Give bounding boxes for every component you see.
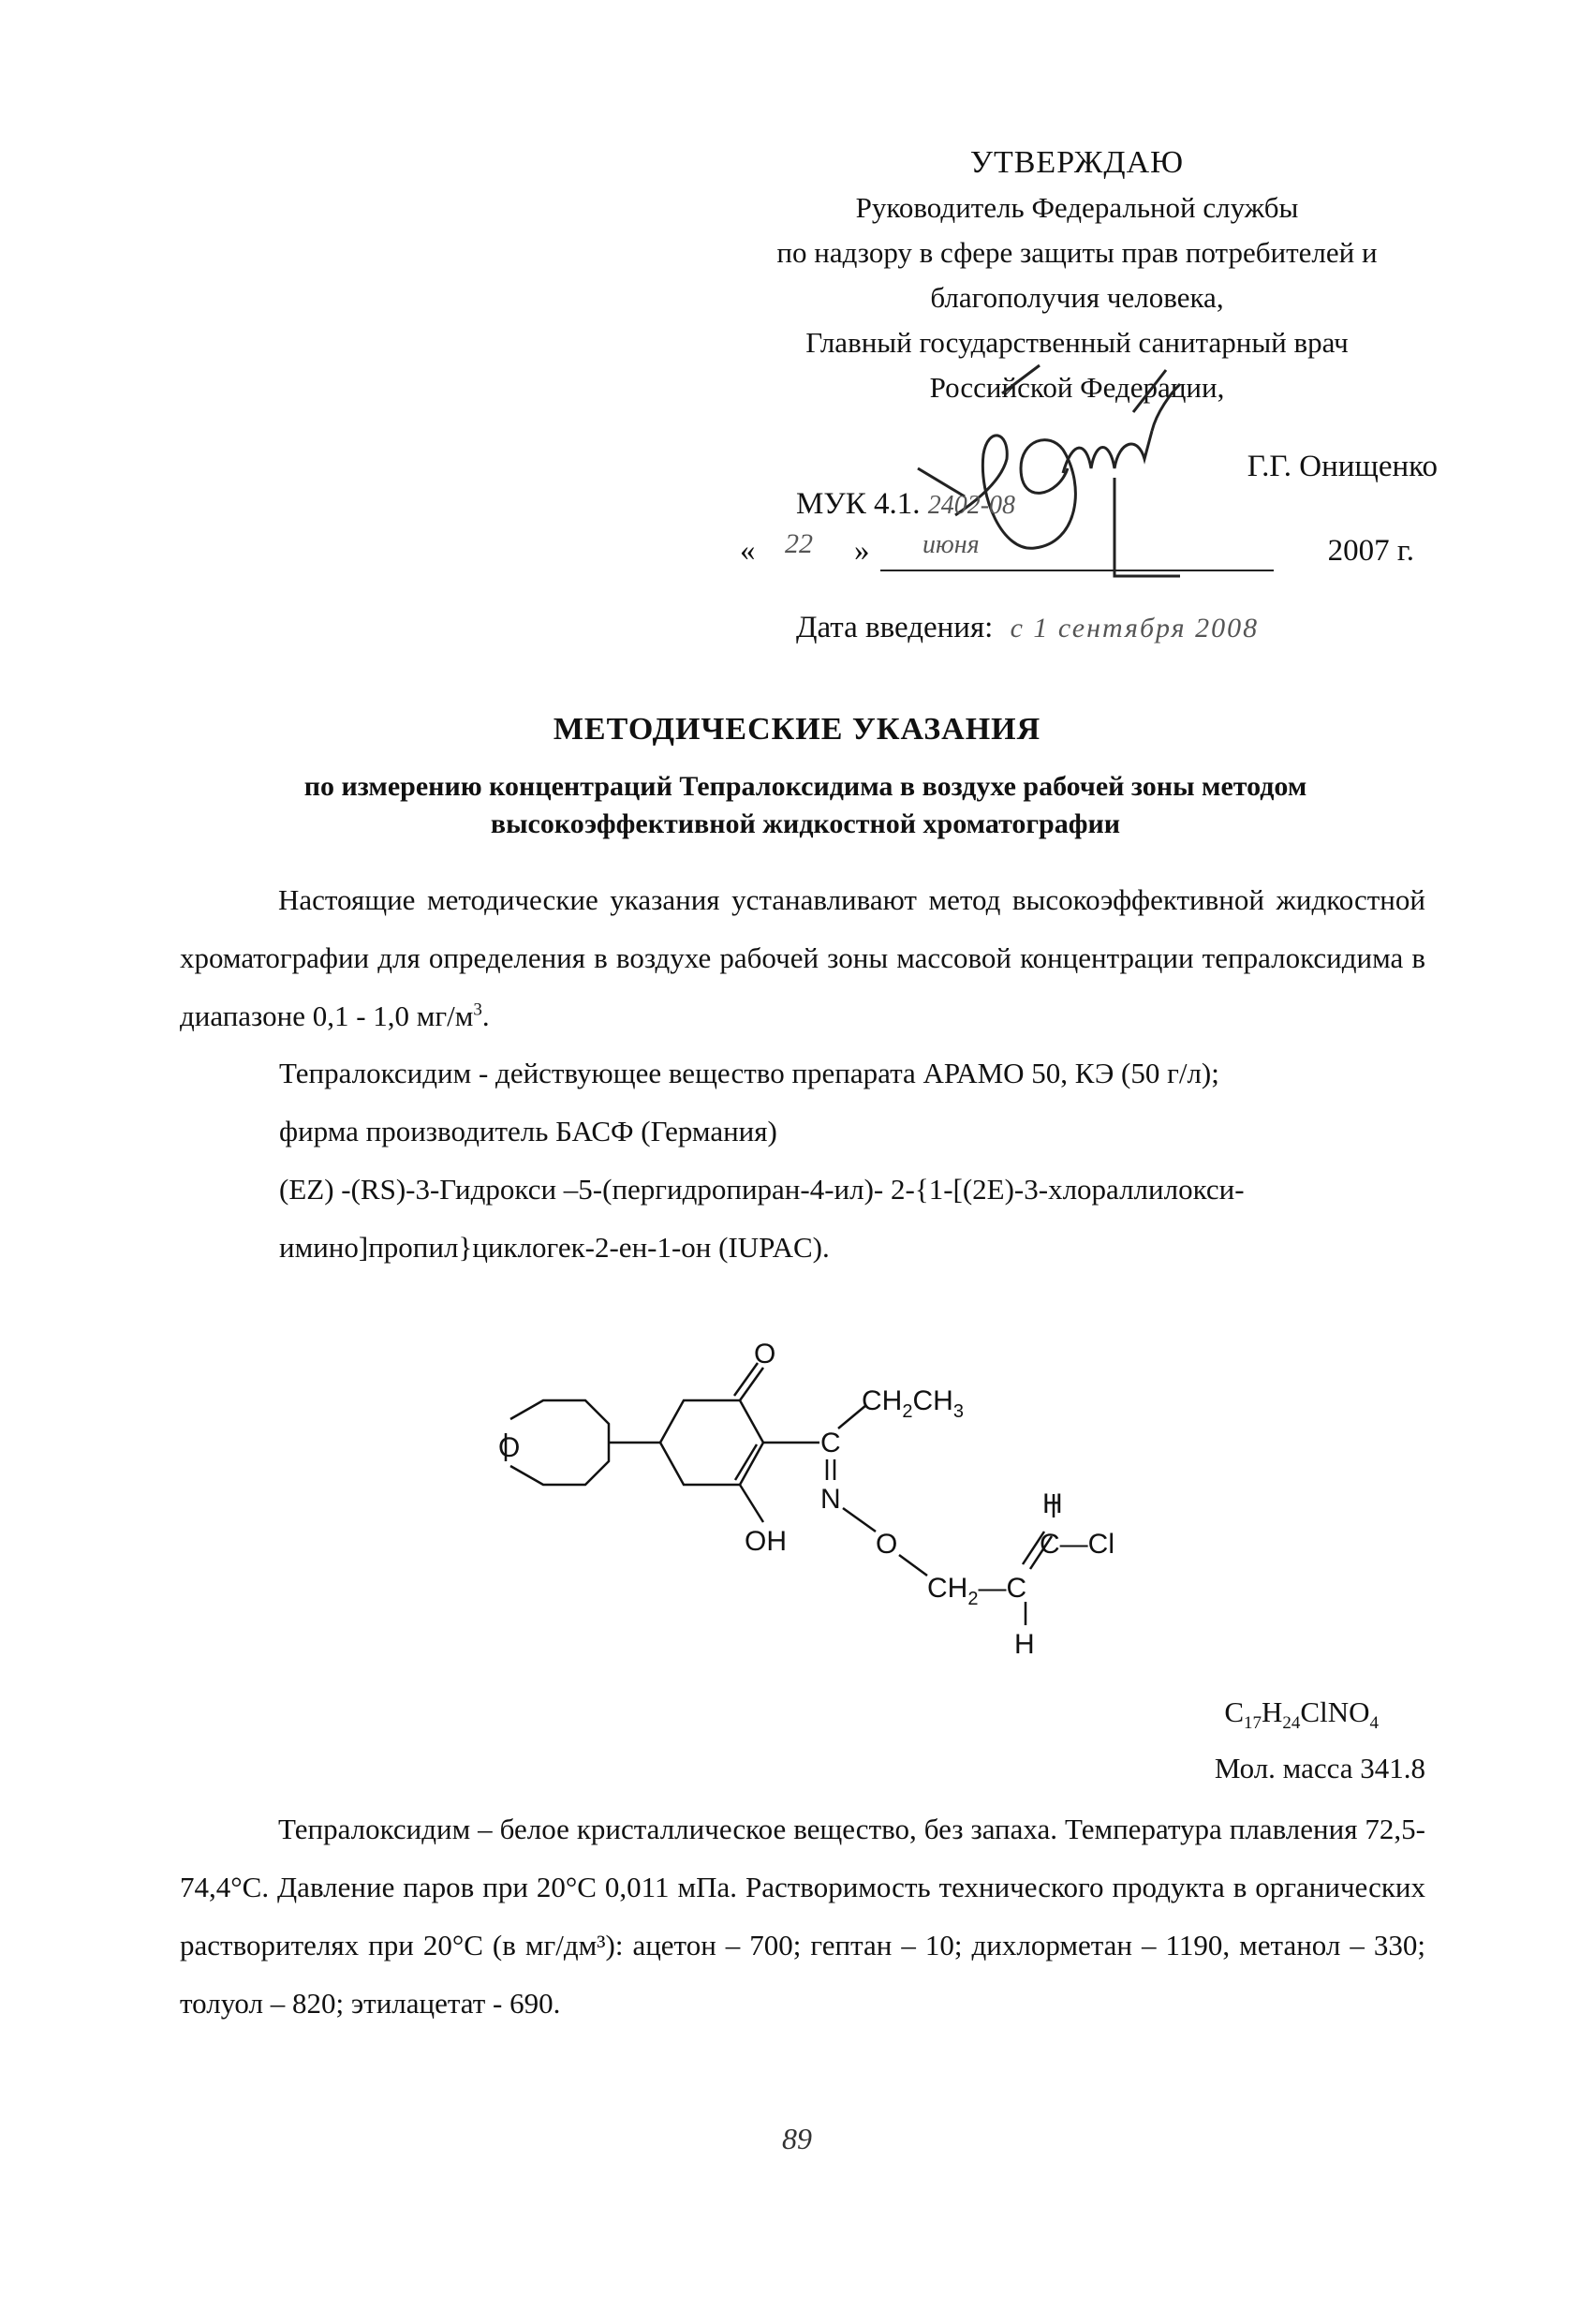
iupac-line-2: имино]пропил}циклогек-2-ен-1-он (IUPAC). — [279, 1231, 830, 1264]
group-ch2c: $CH_2—C$ — [927, 1573, 1027, 1609]
approval-line: благополучия человека, — [930, 281, 1224, 314]
signer-name: Г.Г. Онищенко — [1247, 450, 1438, 483]
muk-number — [796, 487, 1015, 522]
molecular-formula: $C_{17}H_{24}ClNO_4$ — [1224, 1695, 1379, 1734]
atom-o-ring: O — [498, 1432, 521, 1463]
atom-n: N — [820, 1484, 841, 1515]
page-number: 89 — [782, 2122, 812, 2155]
atom-o-link: O — [876, 1529, 898, 1560]
date-month: июня — [922, 530, 980, 559]
intro-date-value: с 1 сентября 2008 — [1010, 613, 1260, 644]
document-title: МЕТОДИЧЕСКИЕ УКАЗАНИЯ — [553, 712, 1041, 747]
intro-date-label: Дата введения: — [796, 611, 994, 644]
document-subtitle: по измерению концентраций Тепралоксидима в воздухе рабочей зоны методом высокоэффективной жидкостной хроматографии — [303, 771, 1307, 839]
intro-text: Настоящие методические указания устанавливают метод высокоэффективной жидкостной хроматографии для определения в воздухе рабочей зоны массовой концентрации тепралоксидима в диапазоне 0,1 - 1,0 мг/м — [180, 883, 1425, 1032]
approval-date — [740, 528, 1414, 575]
date-year: 2007 г. — [1327, 534, 1414, 568]
active-substance-line: Тепралоксидим - действующее вещество препарата АРАМО 50, КЭ (50 г/л); — [279, 1057, 1219, 1089]
atom-o-keto: O — [754, 1339, 776, 1369]
molecular-mass: Мол. масса 341.8 — [1214, 1752, 1425, 1784]
paragraph-properties: Тепралоксидим – белое кристаллическое вещество, без запаха. Температура плавления 72,5-74,4°С. Давление паров при 20°С 0,011 мПа. Растворимость технического продукта в органических растворителях при 20°С (в мг/дм³): ацетон – 700; гептан – 10; дихлорметан – 1190, метанол – 330; толуол – 820; этилацетат - 690. — [180, 1813, 1425, 2020]
approval-line: Российской Федерации, — [929, 371, 1225, 404]
intro-end: . — [481, 999, 490, 1032]
atom-h-top: H — [1042, 1488, 1063, 1519]
group-ethyl: $CH_2CH_3$ — [862, 1385, 964, 1422]
introduction-date — [796, 611, 1259, 645]
group-ccl: C—Cl — [1040, 1529, 1114, 1560]
date-open-quote: « — [740, 534, 756, 568]
date-underline — [880, 570, 1274, 571]
chemical-structure — [468, 1330, 1180, 1667]
date-close-quote: » — [854, 534, 870, 568]
atom-c: C — [820, 1428, 841, 1458]
iupac-line-1: (EZ) -(RS)-3-Гидрокси –5-(пергидропиран-4-ил)- 2-{1-[(2E)-3-хлораллилокси- — [279, 1173, 1245, 1206]
paragraph-intro — [180, 871, 1425, 1045]
muk-handwritten: 2402-08 — [927, 491, 1016, 520]
manufacturer-line: фирма производитель БАСФ (Германия) — [279, 1115, 777, 1147]
muk-prefix: МУК 4.1. — [796, 487, 921, 521]
date-day: 22 — [785, 528, 813, 559]
approval-line: по надзору в сфере защиты прав потребителей и — [776, 236, 1378, 269]
approval-line: Главный государственный санитарный врач — [805, 326, 1349, 359]
approval-title: УТВЕРЖДАЮ — [969, 145, 1185, 180]
intro-sup: 3 — [473, 999, 482, 1020]
approval-line: Руководитель Федеральной службы — [855, 191, 1299, 224]
atom-h-bottom: H — [1014, 1629, 1035, 1660]
group-oh: OH — [745, 1526, 787, 1557]
